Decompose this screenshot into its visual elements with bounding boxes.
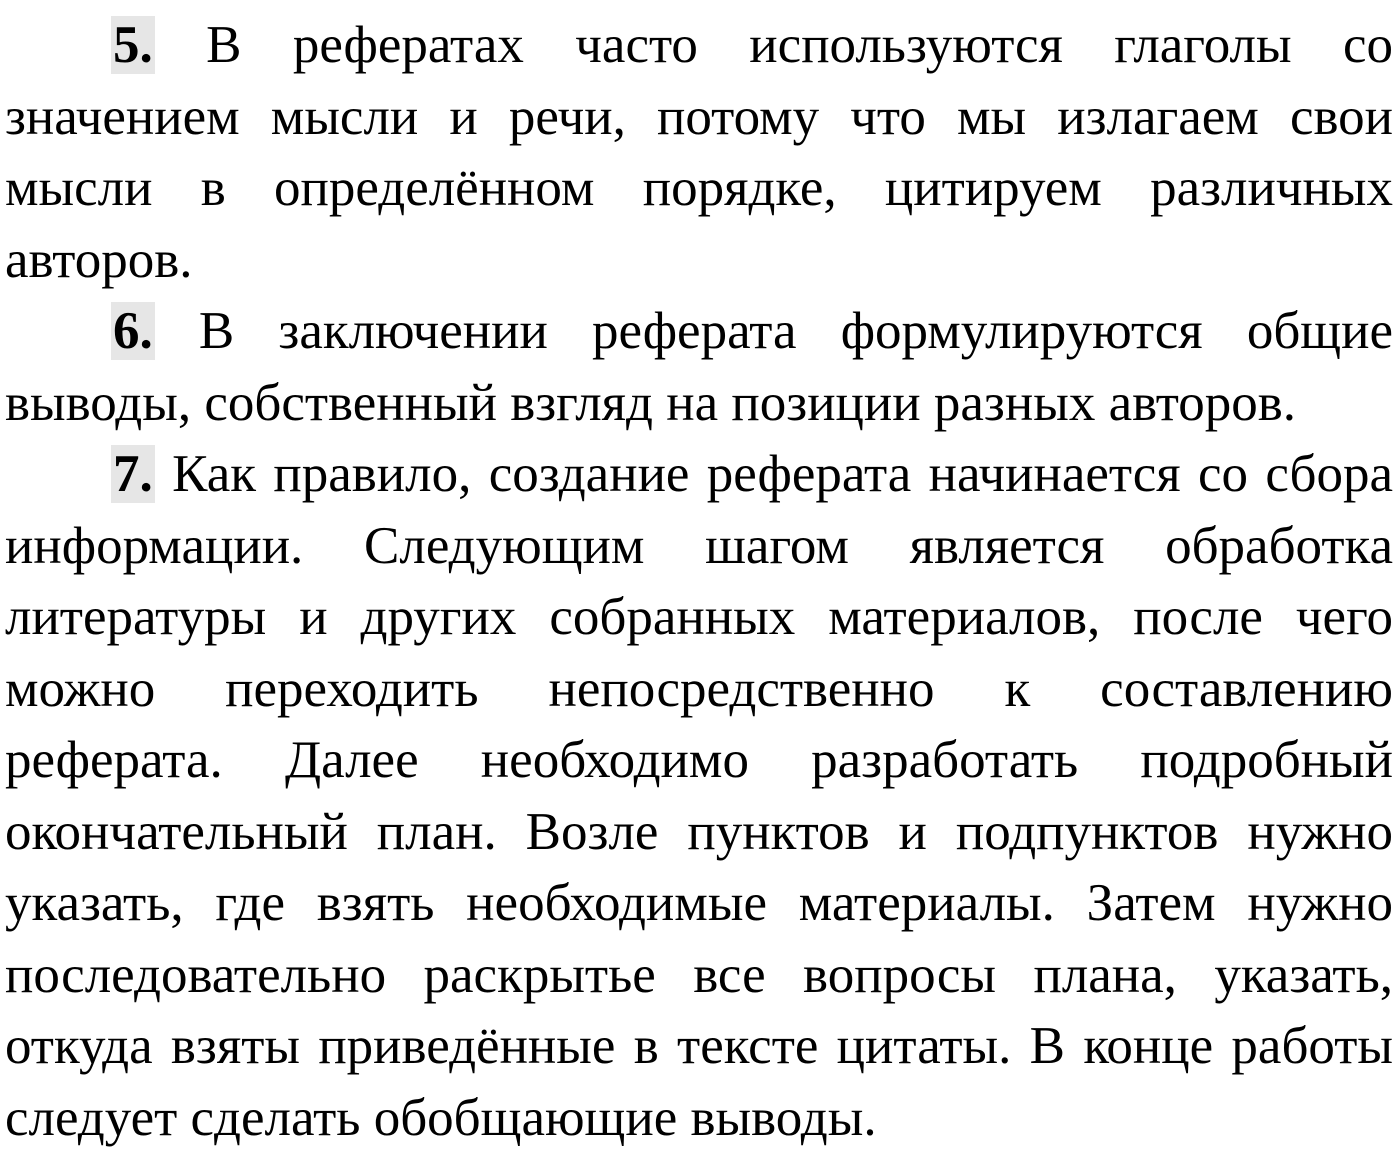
- document-body: [5, 10, 1393, 1154]
- paragraph-text: Как правило, создание реферата начинается со сбора информации. Следующим шагом является обработка литературы и других собранных материалов, после чего можно переходить непосредственно к составлению реферата. Далее необходимо разработать подробный окончательный план. Возле пунктов и подпунктов нужно указать, где взять необходимые материалы. Затем нужно последовательно раскрытье все вопросы плана, указать, откуда взяты приведённые в тексте цитаты. В конце работы следует сделать обобщающие выводы.: [5, 445, 1393, 1147]
- paragraph-number: 6.: [113, 302, 153, 360]
- paragraph-text: В заключении реферата формулируются общие выводы, собственный взгляд на позиции разных авторов.: [5, 302, 1393, 432]
- paragraph-number: 7.: [113, 445, 153, 503]
- paragraph-6: [5, 296, 1393, 439]
- paragraph-text: В рефератах часто используются глаголы со значением мысли и речи, потому что мы излагаем свои мысли в определённом порядке, цитируем различных авторов.: [5, 16, 1393, 289]
- paragraph-number: 5.: [113, 16, 153, 74]
- paragraph-5: [5, 10, 1393, 296]
- paragraph-7: [5, 439, 1393, 1154]
